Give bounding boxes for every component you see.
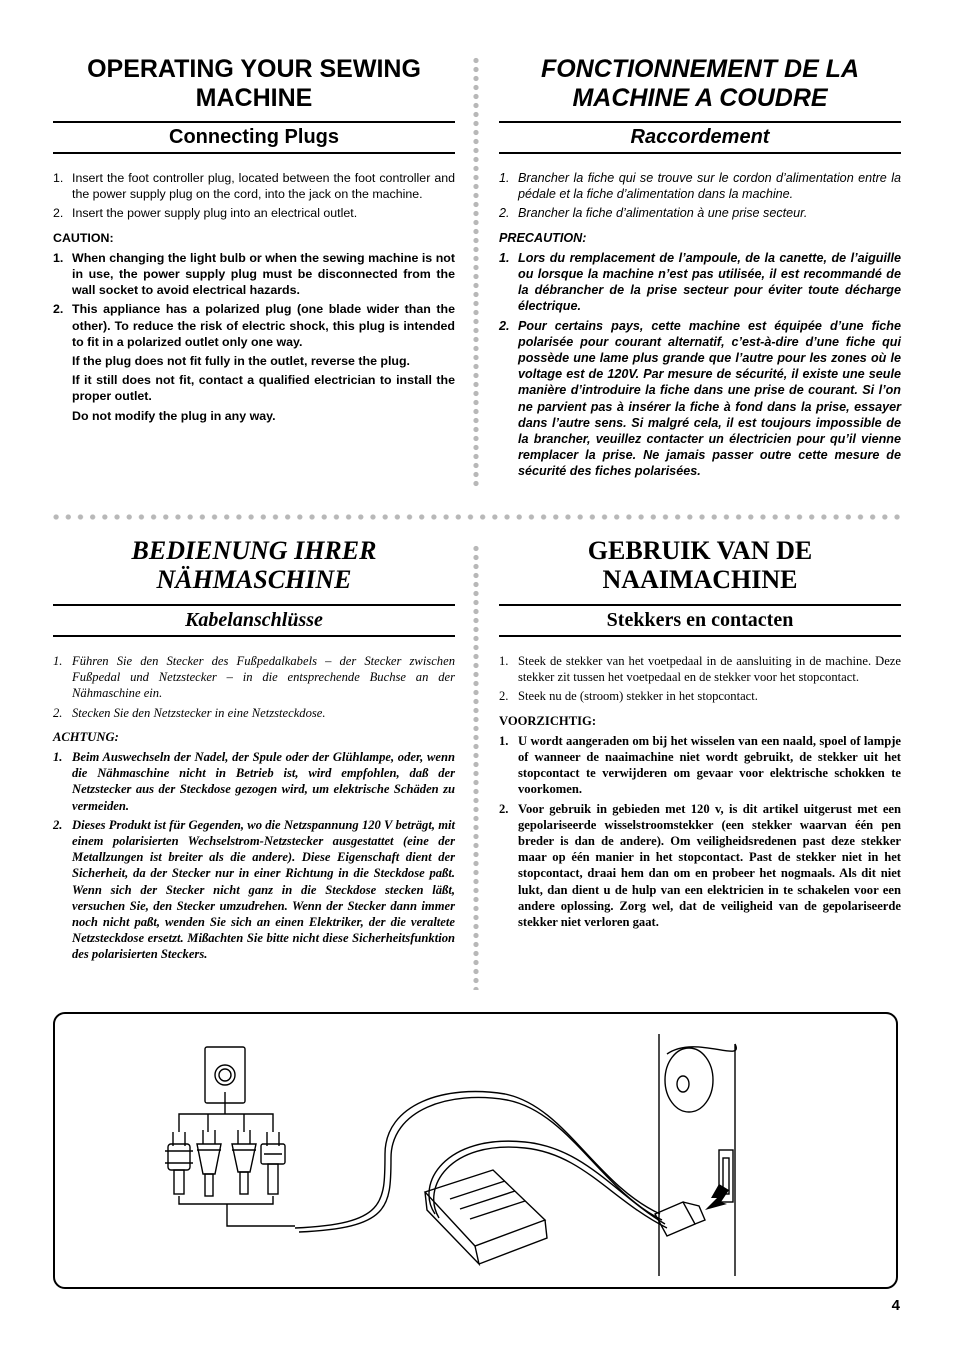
body-french <box>499 170 901 480</box>
machine-plug-icon <box>655 1202 705 1236</box>
subtitle-english: Connecting Plugs <box>53 121 455 154</box>
title-line-2: MACHINE <box>195 84 313 112</box>
subtitle-german: Kabelanschlüsse <box>53 604 455 637</box>
foot-controller-cord <box>429 1141 665 1224</box>
caution-title: CAUTION: <box>53 230 114 245</box>
steps-list <box>53 653 455 721</box>
title-line-2: NAAIMACHINE <box>602 565 798 594</box>
list-item: 2. Pour certains pays, cette machine est équipée d’une fiche polarisée pour courant alternatif, c’est-à-dire d’une fiche qui possède une lame plus grande que l’autre pour les zones où le voltage est de 120V. Par mesure de sécurité, il existe une seule manière d’introduire la fiche dans une prise de courant. Si l’on ne parvient pas à insérer la fiche à fond dans la prise, essayer dans l’autre sens. Si malgré cela, il est toujours impossible de la brancher, veuillez contacter un électricien pour qu’il vienne remplacer la prise. Ne jamais passer outre cette mesure de sécurité des fiches polarisées. <box>499 318 901 479</box>
title-line-2: MACHINE A COUDRE <box>572 84 828 112</box>
foot-controller-icon <box>425 1170 547 1264</box>
caution-list <box>499 733 901 930</box>
list-item: 2. Insert the power supply plug into an electrical outlet. <box>53 206 358 221</box>
outlet-socket-icon <box>215 1065 235 1085</box>
caution-list <box>53 250 455 350</box>
steps-list <box>499 170 901 222</box>
insert-arrow-icon <box>705 1184 729 1210</box>
caution-list <box>499 250 901 480</box>
list-item: 1. When changing the light bulb or when the sewing machine is not in use, the power supply plug must be disconnected from the wall socket to avoid electrical hazards. <box>53 250 455 298</box>
body-german <box>53 653 455 963</box>
caution-title: PRECAUTION: <box>499 230 587 245</box>
caution-list <box>53 749 455 963</box>
plug-2-icon <box>197 1130 221 1196</box>
title-line-1: BEDIENUNG IHRER <box>131 536 377 565</box>
section-french <box>499 53 901 483</box>
list-item: 1. U wordt aangeraden om bij het wisselen van een naald, spoel of lampje of wanneer de naaimachine niet wordt gebruikt, de stekker uit het stopcontact te verwijderen om gevaar voor elektrische schokken te voorkomen. <box>499 733 901 797</box>
list-item: 1. Lors du remplacement de l’ampoule, de la canette, de l’aiguille ou lorsque la machine n’est pas utilisée, il est recommandé de la débrancher de la prise secteur pour éviter toute décharge électrique. <box>499 250 901 314</box>
page-title-german <box>53 534 455 596</box>
list-item: 1. Insert the foot controller plug, located between the foot controller and the power supply plug on the cord, into the jack on the machine. <box>53 171 455 202</box>
plug-diagram-svg <box>55 1014 896 1287</box>
title-line-1: GEBRUIK VAN DE <box>587 536 813 565</box>
plug-4-icon <box>261 1132 285 1194</box>
steps-list <box>53 170 455 222</box>
list-item: 2. Stecken Sie den Netzstecker in eine Netzsteckdose. <box>53 705 326 720</box>
steps-list <box>499 653 901 705</box>
sewing-machine-icon <box>659 1034 736 1276</box>
vertical-divider-top <box>473 56 479 490</box>
list-item: 1. Steek de stekker van het voetpedaal in de aansluiting in de machine. Deze stekker zit tussen het voetpedaal en de stekker voor het stopcontact. <box>499 654 901 685</box>
list-item: 1. Beim Auswechseln der Nadel, der Spule oder der Glühlampe, oder, wenn die Nähmaschine nicht in Betrieb ist, wird empfohlen, daß der Netzstecker aus der Steckdose gezogen wird, um elektrische Schäden zu vermeiden. <box>53 750 455 813</box>
page-title-english <box>53 53 455 115</box>
list-item: 2. Dieses Produkt ist für Gegenden, wo die Netzspannung 120 V beträgt, mit einem polarisierten Wechselstrom-Netzstecker ausgestattet (eine der Metallzungen ist breiter als die andere). Diese Eigenschaft dient der Sicherheit, da der Stecker nur in einer Richtung in die Steckdose paßt. Wenn sich der Stecker nicht ganz in die Steckdose stecken läßt, versuchen Sie, den Stecker umzudrehen. Wenn der Stecker dann immer noch nicht paßt, wenden Sie sich an einen Elektriker, der die veraltete Netzsteckdose ersetzt. Mißachten Sie bitte nicht diese Sicherheitsfunktion des polarisierten Steckers. <box>53 817 455 962</box>
page-title-french <box>499 53 901 115</box>
body-dutch <box>499 653 901 930</box>
plug-1-icon <box>165 1132 193 1194</box>
section-dutch <box>499 534 901 933</box>
page-number: 4 <box>891 1297 900 1314</box>
title-line-1: FONCTIONNEMENT DE LA <box>540 55 860 83</box>
list-item: 2. This appliance has a polarized plug (one blade wider than the other). To reduce the risk of electric shock, this plug is intended to fit in a polarized outlet only one way. <box>53 302 455 349</box>
list-item: 1. Führen Sie den Stecker des Fußpedalkabels – der Stecker zwischen Fußpedal und Netzstecker – in die entsprechende Buchse an der Nähmaschine ein. <box>53 654 455 701</box>
horizontal-divider <box>50 514 902 520</box>
vertical-divider-bottom <box>473 544 479 990</box>
body-english <box>53 170 455 424</box>
caution-paragraph: Do not modify the plug in any way. <box>72 408 276 423</box>
subtitle-french: Raccordement <box>499 121 901 154</box>
section-german <box>53 534 455 966</box>
subtitle-dutch: Stekkers en contacten <box>499 604 901 637</box>
list-item: 2. Brancher la fiche d’alimentation à une prise secteur. <box>499 206 808 221</box>
plug-3-icon <box>232 1130 256 1194</box>
power-cord <box>295 1092 660 1229</box>
connection-illustration <box>53 1012 898 1289</box>
title-line-1: OPERATING YOUR SEWING <box>87 55 421 83</box>
list-item: 2. Steek nu de (stroom) stekker in het stopcontact. <box>499 689 758 704</box>
list-item: 1. Brancher la fiche qui se trouve sur le cordon d’alimentation entre la pédale et la fiche d’alimentation dans la machine. <box>499 171 901 202</box>
section-english <box>53 53 455 427</box>
caution-title: ACHTUNG: <box>53 729 119 744</box>
title-line-2: NÄHMASCHINE <box>156 565 352 594</box>
caution-title: VOORZICHTIG: <box>499 713 597 728</box>
list-item: 2. Voor gebruik in gebieden met 120 v, is dit artikel uitgerust met een gepolariseerde wisselstroomstekker (een stekker waarvan één pen breder is dan de andere). Om veiligheidsredenen past deze stekker maar op één manier in het stopcontact. Past de stekker niet in het stopcontact, draai hem dan om en probeer het nogmaals. Als dit niet lukt, dan dient u de hulp van een elektricien in te schakelen voor een andere oplossing. Zorg wel, dat de veiligheid van de gepolariseerde stekker niet verloren gaat. <box>499 801 901 930</box>
caution-paragraph: If the plug does not fit fully in the outlet, reverse the plug. <box>72 354 411 369</box>
caution-paragraph: If it still does not fit, contact a qualified electrician to install the proper outlet. <box>72 373 455 404</box>
page-title-dutch <box>499 534 901 596</box>
